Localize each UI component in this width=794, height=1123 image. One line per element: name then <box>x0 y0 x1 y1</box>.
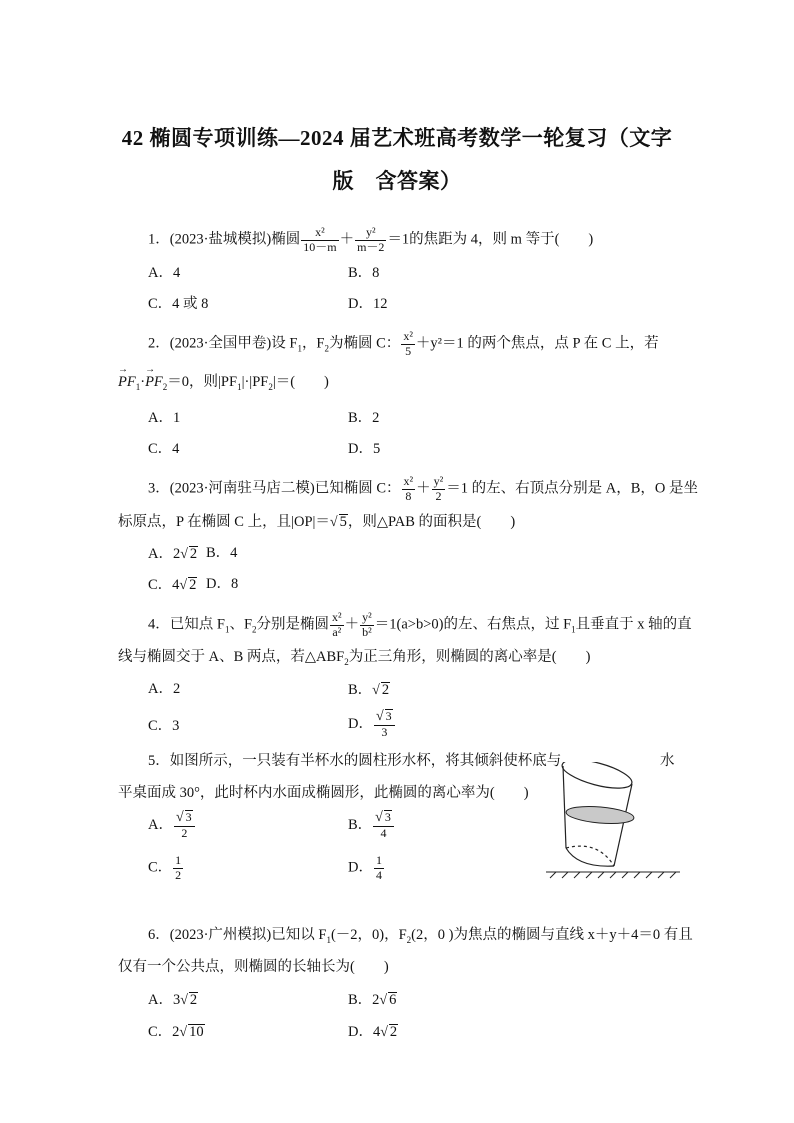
fraction: $\frac{1}{4}$ <box>375 853 382 882</box>
water-surface <box>565 804 634 826</box>
question-4-option-a: A．2 <box>148 681 181 697</box>
fraction: $\frac{√ 3}{2}$ <box>174 810 195 841</box>
fraction: $\frac{\text{x²}}{\text{a²}}$ <box>332 610 342 639</box>
fraction: $\frac{1}{2}$ <box>175 853 182 882</box>
question-3-option-b: B．4 <box>206 545 238 561</box>
question-1-stem: 1．(2023·盐城模拟)椭圆 $\frac{\text{x²}}{10-m}$ ＋ $\frac{\text{y²}}{m-2}$ ＝1的焦距为 4，则 m 等于( ) <box>148 225 594 254</box>
question-4-stem-line-2: 线与椭圆交于 A、B 两点，若$\triangle ABF_2$为正三角形，则椭圆的离心率是( ) <box>118 649 591 667</box>
question-4-option-d: D． $\frac{√ 3}{3}$ <box>348 709 396 740</box>
question-4-stem: 4．已知点 $F_1$、$F_2$分别是椭圆 $\frac{\text{x²}}{\text{a²}}$ ＋ $\frac{\text{y²}}{\text{b²}}$ ＝1(a>b>0)的左、右焦点，过 $F_1$且垂直于 x 轴的直 <box>148 610 692 639</box>
question-2-option-a: A．1 <box>148 410 181 426</box>
fraction: $\frac{\text{y²}}{\text{b²}}$ <box>362 610 372 639</box>
question-5-option-b: B． $\frac{√ 3}{4}$ <box>348 810 395 841</box>
question-2-stem: 2．(2023·全国甲卷)设 $F_1$，$F_2$为椭圆 C： $\frac{\text{x²}}{5}$ ＋y²＝1 的两个焦点，点 P 在 C 上，若 <box>148 329 659 358</box>
question-1-option-a: A．4 <box>148 265 181 281</box>
question-6-option-c: C．2√ 10 <box>148 1024 204 1040</box>
question-5-option-d: D． $\frac{1}{4}$ <box>348 853 382 882</box>
question-2-option-d: D．5 <box>348 441 381 457</box>
question-6-option-a: A．3√ 2 <box>148 992 198 1008</box>
question-4-option-b: B．√ 2 <box>348 682 390 698</box>
question-6-stem-line-2: 仅有一个公共点，则椭圆的长轴长为( ) <box>118 959 389 975</box>
fraction: $\frac{√ 3}{3}$ <box>374 709 395 740</box>
fraction: $\frac{\text{x²}}{10-m}$ <box>303 225 337 254</box>
fraction: $\frac{\text{x²}}{8}$ <box>403 474 414 503</box>
question-5-stem: 5．如图所示，一只装有半杯水的圆柱形水杯，将其倾斜使杯底与 <box>148 753 562 769</box>
question-5-option-c: C． $\frac{1}{2}$ <box>148 853 182 882</box>
fraction: $\frac{√ 3}{4}$ <box>373 810 394 841</box>
question-5-stem-end: 水 <box>660 753 675 769</box>
question-3-option-a: A．2√ 2 <box>148 546 198 562</box>
fraction: $\frac{\text{y²}}{m-2}$ <box>357 225 385 254</box>
question-3-option-d: D．8 <box>206 576 239 592</box>
tilted-cup-figure <box>540 762 690 884</box>
question-2-option-b: B．2 <box>348 410 380 426</box>
fraction: $\frac{\text{x²}}{5}$ <box>403 329 413 358</box>
question-3-stem-line-2: 标原点，P 在椭圆 C 上，且|OP|＝√ 5，则△PAB 的面积是( ) <box>118 514 516 530</box>
question-2-option-c: C．4 <box>148 441 180 457</box>
question-3-option-c: C．4√ 2 <box>148 577 197 593</box>
question-1-option-c: C．4 或 8 <box>148 296 209 312</box>
question-5-option-a: A． $\frac{√ 3}{2}$ <box>148 810 196 841</box>
question-5-stem-line-2: 平桌面成 30°，此时杯内水面成椭圆形，此椭圆的离心率为( ) <box>118 785 529 801</box>
fraction: $\frac{\text{y²}}{2}$ <box>433 474 444 503</box>
question-6-option-b: B．2√ 6 <box>348 992 397 1008</box>
table-surface <box>546 872 680 878</box>
question-6-stem: 6．(2023·广州模拟)已知以 $F_1(-2$，0)，$F_2(2$，0 )为焦点的椭圆与直线 x＋y＋4＝0 有且 <box>148 927 693 945</box>
document-title-line-1: 42 椭圆专项训练—2024 届艺术班高考数学一轮复习（文字 <box>121 126 673 150</box>
question-1-option-b: B．8 <box>348 265 380 281</box>
question-6-option-d: D．4√ 2 <box>348 1024 398 1040</box>
question-1-option-d: D．12 <box>348 296 388 312</box>
question-4-option-c: C．3 <box>148 718 180 734</box>
question-2-stem-line-2: → $PF_1\cdot\to PF_2=0$，则$|PF_1|\cdot|PF_2|=$( ) <box>118 375 329 392</box>
document-title-line-2: 版 含答案） <box>332 169 462 193</box>
question-3-stem: 3．(2023·河南驻马店二模)已知椭圆 C： $\frac{\text{x²}}{8}$ ＋ $\frac{\text{y²}}{2}$ ＝1 的左、右顶点分别是 A，B，O 是坐 <box>148 474 698 503</box>
